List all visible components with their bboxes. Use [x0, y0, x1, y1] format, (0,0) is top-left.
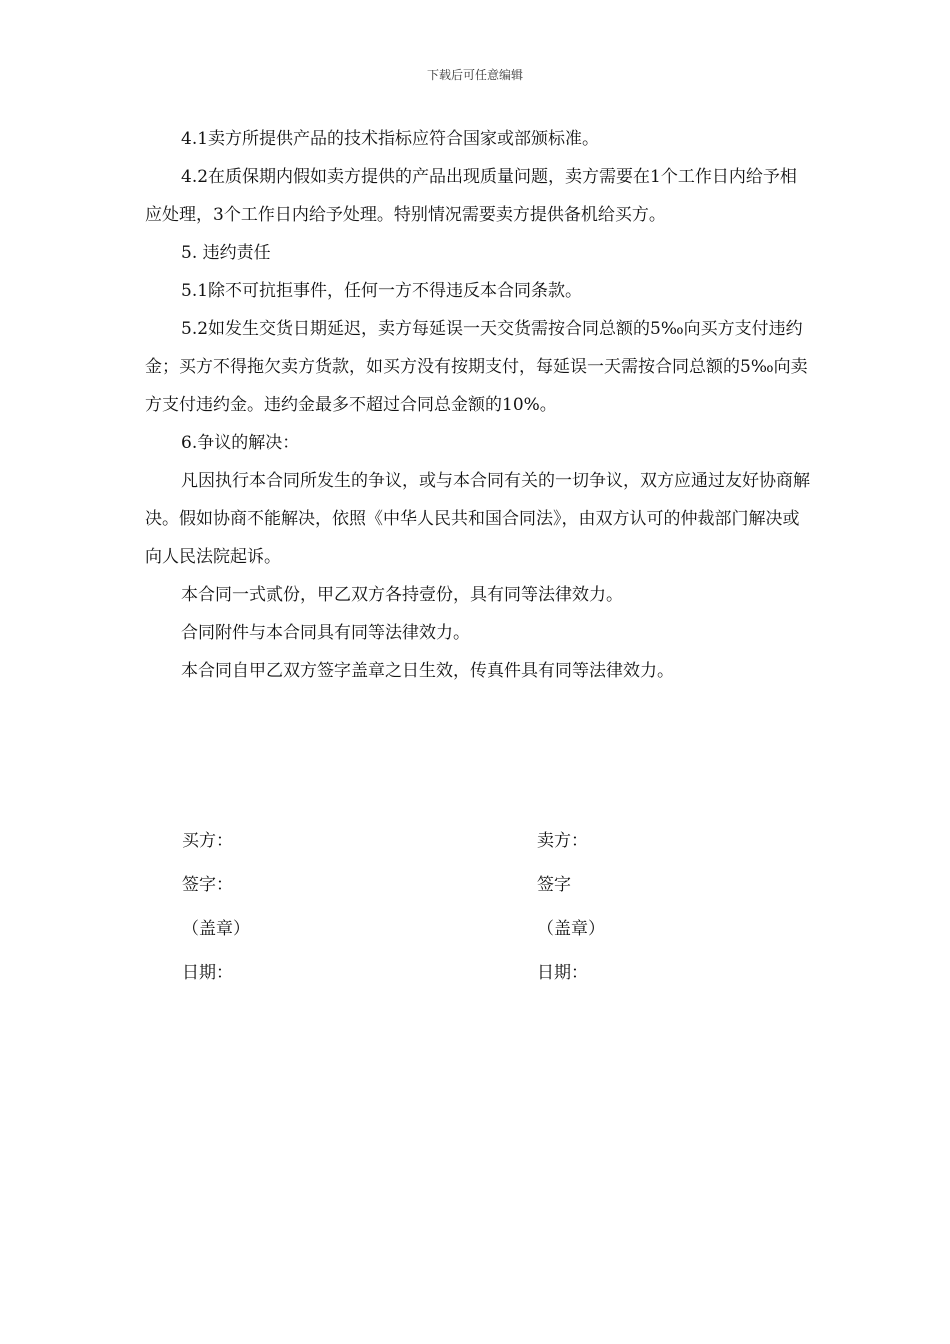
signature-sign-row: [0, 870, 950, 900]
signature-party-row: [0, 826, 950, 856]
effective-paragraph: 本合同自甲乙双方签字盖章之日生效，传真件具有同等法律效力。: [181, 661, 674, 681]
seller-date-field: 日期：: [537, 963, 588, 983]
signature-seal-row: [0, 914, 950, 944]
contract-body: [145, 120, 810, 690]
seller-label: 卖方：: [537, 831, 588, 851]
buyer-seal-field: （盖章）: [182, 919, 250, 939]
buyer-date-field: 日期：: [182, 963, 233, 983]
seller-sign-field: 签字: [537, 875, 571, 895]
clause-5-1: 5.1除不可抗拒事件，任何一方不得违反本合同条款。: [181, 281, 583, 301]
seller-seal-field: （盖章）: [537, 919, 605, 939]
dispute-resolution-paragraph: 凡因执行本合同所发生的争议，或与本合同有关的一切争议，双方应通过友好协商解决。假如协商不能解决，依照《中华人民共和国合同法》，由双方认可的仲裁部门解决或向人民法院起诉。: [145, 471, 810, 567]
attachments-paragraph: 合同附件与本合同具有同等法律效力。: [181, 623, 470, 643]
section-5-heading: 5. 违约责任: [181, 243, 271, 263]
buyer-sign-field: 签字：: [182, 875, 233, 895]
buyer-label: 买方：: [182, 831, 233, 851]
signature-date-row: [0, 958, 950, 988]
clause-4-2: 4.2在质保期内假如卖方提供的产品出现质量问题，卖方需要在1个工作日内给予相应处理，3个工作日内给予处理。特别情况需要卖方提供备机给买方。: [145, 167, 797, 225]
section-6-heading: 6.争议的解决：: [181, 433, 300, 453]
clause-4-1: 4.1卖方所提供产品的技术指标应符合国家或部颁标准。: [181, 129, 600, 149]
clause-5-2: 5.2如发生交货日期延迟，卖方每延误一天交货需按合同总额的5‰向买方支付违约金；买方不得拖欠卖方货款，如买方没有按期支付，每延误一天需按合同总额的5‰向卖方支付违约金。违约金最多不超过合同总金额的10%。: [145, 319, 808, 415]
copies-paragraph: 本合同一式贰份，甲乙双方各持壹份，具有同等法律效力。: [181, 585, 623, 605]
page-header: 下载后可任意编辑: [426, 68, 523, 82]
